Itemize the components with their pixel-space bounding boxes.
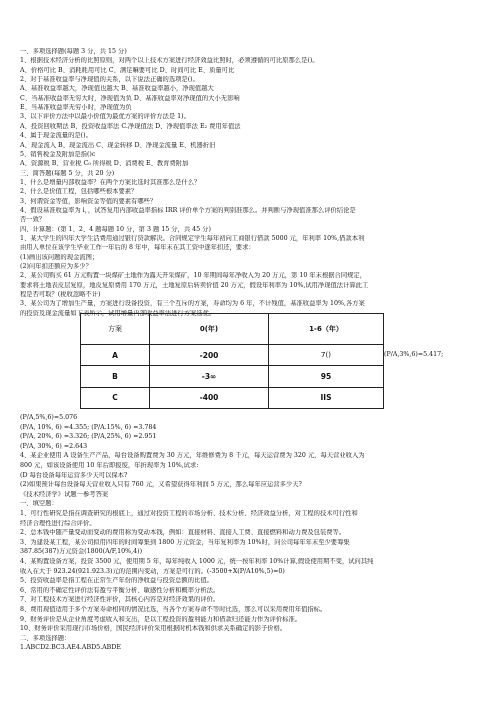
text-line: 一、填空题：: [20, 500, 58, 508]
table-cell: A: [81, 345, 150, 366]
text-line: 3、何谓资金等值，影响资金等值的要素有哪些？: [20, 197, 157, 205]
text-line: 4、某购置设备方案，投资 3500 元，使用期 5 年，每年纯收入 1000 元，统一按年利率 10%计算,假设使用期不变，试问其纯: [20, 558, 374, 565]
text-line: 1、什么是增量内部收益率？在两个方案比选时其准那么是什么？: [20, 178, 201, 186]
text-line: 经济合理性进行综合评价。: [20, 519, 96, 527]
table-cell: -200: [150, 345, 269, 366]
text-line: E、当基准收益率无穷小时，净现值为负: [20, 104, 132, 112]
text-line: 7、对工程技术方案进行经济性评价，其核心内容是对经济效果的评价。: [20, 596, 220, 604]
text-line: 5、投资收益率是指工程在正常生产年份的净收益与投资总额的比值。: [20, 577, 213, 585]
table-cell: IIS: [269, 387, 384, 408]
table-cell: -400: [150, 387, 269, 408]
text-line: 四、计算题：(第 1、2、4 题每题 10 分，第 3 题 15 分，共 45 分): [20, 225, 211, 233]
text-line: 10、财务评价采用现行市场价格，国民经济评价采用根据时机本钱和供求关系确定的影子价格。: [20, 625, 287, 633]
text-line: (P/A, 10%, 6) =4.355; (P/A.15%, 6) =3.784: [20, 423, 157, 431]
text-line: (D 每台设备每年运营多少天可以保本?: [20, 471, 128, 479]
table-header-scheme: 方案: [81, 314, 150, 345]
text-line: (2)如果预计每台设备每天营业收入只有 760 元，又希望获得年利润 5 万元，那么每年应运营多少天?: [20, 481, 302, 489]
text-line: 800 元，如该设备使用 10 年后即报废，年折现率为 10%,试求:: [20, 462, 199, 469]
table-cell: B: [81, 366, 150, 387]
text-line: 3、某公司为了增加生产量，方案进行设备投资，有三个互斥的方案，寿命均为 6 年，不计残值，基准收益率为 10%,各方案: [20, 300, 365, 308]
text-line: 387.85(387)万元资金(1800(A/F,10%,4)): [20, 548, 143, 556]
text-line: 1、某大学生的四年大学生活费用通过银行贷款解决。合同规定学生每年初向工商银行借款 5000 元，年利率 10%,借款本利: [20, 235, 365, 242]
text-line: (1)画出该问题的现金流图；: [20, 253, 99, 261]
cash-flow-table: [80, 313, 384, 409]
text-line: 2、某公司购买 61 万元购置一块煤矿土地作为露天开采煤矿，10 年期间每年净收入为 20 万元，第 10 年末根据合同规定，: [20, 272, 367, 280]
text-line: 3、为建设某工程，某公司拟用四年的时间筹集到 1800 万元资金，当年复利率为 10%时，问公司每年年末至少要筹集: [20, 538, 350, 546]
text-line: 三、简答题(每题 5 分，共 20 分): [20, 169, 115, 177]
text-line: A、价格可比 B、消耗耗用可比 C、满足嘛要可比 D、时间可比 E、质量可比: [20, 66, 235, 74]
text-line: 1.ABCD2.BC3.AE4.ABD5.ABDE: [20, 644, 121, 652]
text-line: 程是否可取？(税收忽略不计): [20, 291, 101, 299]
text-line: 8、费用现值适用于多个方案寿命相同的情况比选，当各个方案寿命不等时比选，那么可以采用费用年值指标。: [20, 606, 327, 613]
table-header-year1-6: 1-6（年）: [269, 314, 384, 345]
text-line: 9、财务评价是从企业角度考虑收入和支出，是以工程投资的盈利能力和借款归还能力作为评价标准。: [20, 615, 302, 623]
text-line: 4、假设基准收益率为 i，，试答复用内部收益率指标 IRR 评价单个方案的判别准那么。并判断与净现值准那么评价结论是: [20, 206, 356, 214]
table-side-note: (P/A,3%,6)=5.417;: [384, 351, 444, 358]
text-line: 否一致？: [20, 216, 46, 224]
table-cell: 7(): [269, 345, 384, 366]
text-line: (P/A, 30%, 6) =2.643: [20, 442, 88, 450]
text-line: 由用人单位在该学生毕业工作一年后的 8 年中，每年末在其工资中逐年扣还，要求：: [20, 244, 255, 252]
table-header-year0: 0(年): [150, 314, 269, 345]
text-line: C、当基准收益率无穷大时，净现值为负 D、基准收益率对净现值的大小无影响: [20, 94, 240, 102]
text-line: 《技术经济学》试题一参考答案: [20, 490, 109, 498]
text-line: 的投资及现金流量如下表所示，试用增量内部收益率法进行方案选优。: [20, 309, 216, 317]
text-line: 二、多项选择题：: [20, 634, 71, 642]
text-line: 1、可行性研究是指在调查研究的根底上，通过对投资工程的市场分析、技术分析、经济效益分析，对工程的技术可行性和: [20, 510, 358, 517]
text-line: A、基准收益率越大，净现值也越大 B、基准收益率越小，净现值越大: [20, 85, 214, 93]
text-line: 4、某企业使用 A 设备生产产品，每台设备购置费为 30 万元，年维修费为 8 千元，每天运营费为 320 元，每天营业收入为: [20, 452, 365, 460]
text-line: 4、属于现金流量的是()。: [20, 132, 92, 140]
table-cell: C: [81, 387, 150, 408]
table-cell: 95: [269, 366, 384, 387]
text-line: (P/A,5%,6)=5.076: [20, 414, 78, 421]
text-line: 2、什么是价值工程，包括哪些根本要素？: [20, 188, 138, 196]
text-line: (P/A, 20%, 6) =3.326; (P/A,25%, 6) =2.951: [20, 433, 157, 441]
text-line: A、投资回收期法 B、投资收益率法 C.净现值法 D、净现值率法 E₂ 费用年值法: [20, 122, 241, 130]
text-line: 2、总本钱中随产量变动而变动的费用称为变动本钱，例如：直接材料、直接人工费、直接燃料和动力费及包装费等。: [20, 529, 346, 537]
text-line: 要求将土地表皮层复原，地皮复原费用 170 万元，土地复原后转卖价值 20 万元，假设年利率为 10%,试用净现值法计算此工: [20, 281, 369, 289]
table-cell: -3∞: [150, 366, 269, 387]
text-line: 1、根据技术经济分析的比照原则，对两个以上技术方案进行经济效益比照时，必须遵循的可比原那么是()。: [20, 57, 319, 65]
text-line: 5、销售税金及附加是指()c: [20, 150, 96, 158]
text-line: A、资源税 B、营业税 C₀ 所得税 D、消费税 E、教育费附加: [20, 160, 189, 168]
text-line: 一、多项选择题(每题 3 分，共 15 分): [20, 48, 127, 55]
text-line: 2、对于基准收益率与净现值的关系，以下说法正确的选项是()。: [20, 76, 199, 84]
text-line: 收入在大于 923.24(921.923.3)元的范围内变动，方案是可行的。(-3500+X(P/A10%,5)=0): [20, 567, 285, 575]
text-line: 3、以下评价方法中以最小价值为最优方案的评价方法是 1)。: [20, 113, 190, 121]
text-line: 6、常用的不确定性评价法有盈亏平衡分析、敏感性分析和概率分析法。: [20, 586, 220, 594]
text-line: A、现金流入 B、现金流出 C、现金转移 D、净现金流量 E、机器折旧: [20, 141, 216, 149]
text-line: (2)问年扣还额应为多少？: [20, 263, 92, 271]
